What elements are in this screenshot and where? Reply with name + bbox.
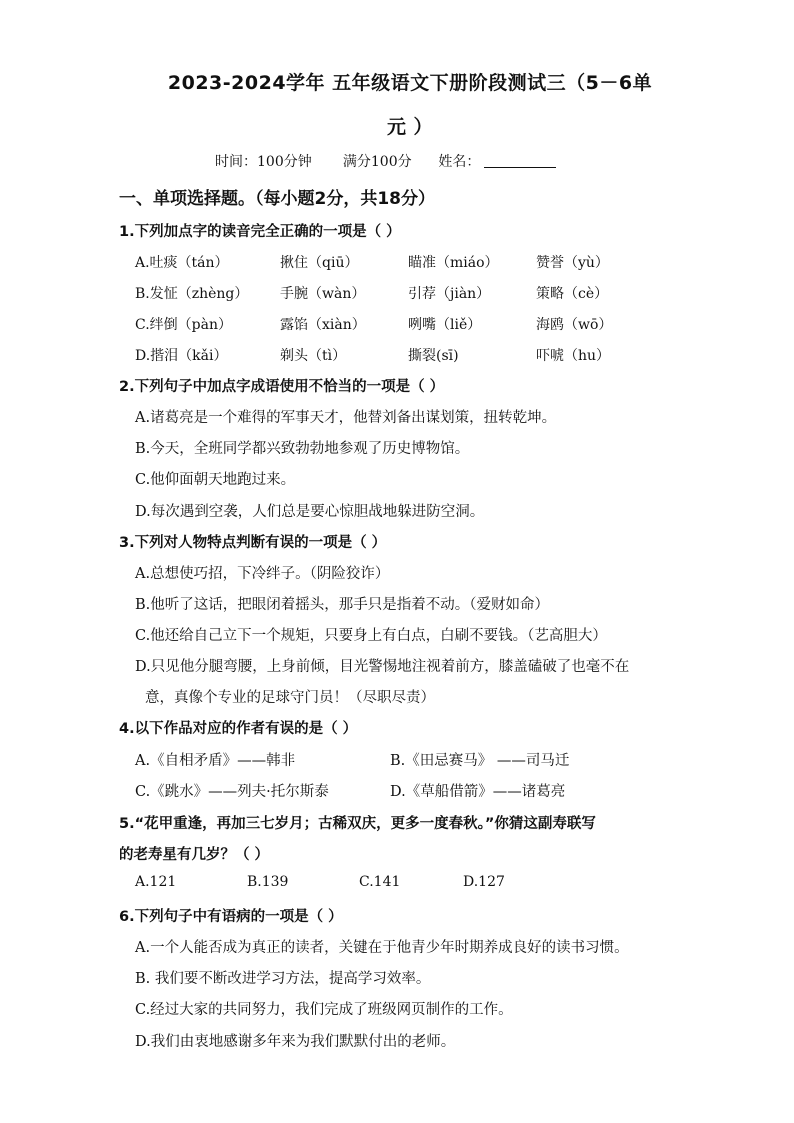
q1-a-3: 瞄准（miáo） [408,255,499,271]
q3-option-d: D.只见他分腿弯腰，上身前倾，目光警惕地注视着前方，膝盖磕破了也毫不在 [135,659,630,675]
question-2-stem: 2.下列句子中加点字成语使用不恰当的一项是（ ） [119,379,445,395]
score-info: 满分100分 [342,154,412,170]
exam-meta [215,151,556,171]
q1-b-3: 引荐（jiàn） [408,286,491,302]
q4-option-c: C.《跳水》——列夫·托尔斯泰 [135,784,329,800]
q2-option-c: C.他仰面朝天地跑过来。 [135,472,296,488]
q1-a-2: 揪住（qiū） [280,255,359,271]
q4-option-a: A.《自相矛盾》——韩非 [135,753,296,769]
question-5-stem-line2: 的老寿星有几岁？（ ） [119,847,270,863]
q5-option-d: D.127 [463,874,505,890]
name-blank[interactable] [484,153,556,168]
q1-d-2: 剃头（tì） [280,348,347,364]
q1-b-1: B.发怔（zhèng） [135,286,249,302]
q1-c-4: 海鸥（wō） [536,317,613,333]
q1-b-2: 手腕（wàn） [280,286,366,302]
q1-d-3: 撕裂(sī) [408,348,459,364]
q3-option-d-cont: 意，真像个专业的足球守门员！（尽职尽责） [145,690,435,706]
q1-d-1: D.揩泪（kǎi） [135,348,228,364]
q6-option-a: A.一个人能否成为真正的读者，关键在于他青少年时期养成良好的读书习惯。 [135,940,629,956]
question-3-stem: 3.下列对人物特点判断有误的一项是（ ） [119,535,387,551]
q5-option-a: A.121 [135,874,177,890]
q2-option-d: D.每次遇到空袭，人们总是要心惊胆战地躲进防空洞。 [135,504,485,520]
exam-title-line1: 2023-2024学年 五年级语文下册阶段测试三（5－6单 [167,72,653,94]
q1-a-4: 赞誉（yù） [536,255,609,271]
q2-option-a: A.诸葛亮是一个难得的军事天才，他替刘备出谋划策，扭转乾坤。 [135,410,557,426]
q3-option-b: B.他听了这话，把眼闭着摇头，那手只是指着不动。（爱财如命） [135,597,550,613]
question-1-stem: 1.下列加点字的读音完全正确的一项是（ ） [119,224,401,240]
exam-title-line2: 元 ） [386,116,434,138]
question-4-stem: 4.以下作品对应的作者有误的是（ ） [119,721,358,737]
name-label: 姓名： [438,154,481,170]
q5-option-c: C.141 [359,874,401,890]
time-info: 时间：100分钟 [215,154,312,170]
q1-b-4: 策略（cè） [536,286,609,302]
q1-c-3: 咧嘴（liě） [408,317,482,333]
q6-option-d: D.我们由衷地感谢多年来为我们默默付出的老师。 [135,1034,456,1050]
q1-a-1: A.吐痰（tán） [135,255,229,271]
q1-c-1: C.绊倒（pàn） [135,317,232,333]
q1-c-2: 露馅（xiàn） [280,317,366,333]
q1-d-4: 吓唬（hu） [536,348,611,364]
q4-option-b: B.《田忌赛马》 ——司马迁 [390,753,570,769]
q2-option-b: B.今天，全班同学都兴致勃勃地参观了历史博物馆。 [135,441,470,457]
q3-option-c: C.他还给自己立下一个规矩，只要身上有白点，白刷不要钱。（艺高胆大） [135,628,607,644]
q6-option-c: C.经过大家的共同努力，我们完成了班级网页制作的工作。 [135,1002,513,1018]
question-5-stem-line1: 5.“花甲重逢，再加三七岁月；古稀双庆，更多一度春秋。”你猜这副寿联写 [119,816,596,832]
q4-option-d: D.《草船借箭》——诸葛亮 [390,784,566,800]
q6-option-b: B. 我们要不断改进学习方法，提高学习效率。 [135,971,431,987]
question-6-stem: 6.下列句子中有语病的一项是（ ） [119,909,343,925]
section-heading: 一、单项选择题。（每小题2分，共18分） [119,189,435,209]
q5-option-b: B.139 [247,874,289,890]
q3-option-a: A.总想使巧招，下冷绊子。（阴险狡诈） [135,566,390,582]
